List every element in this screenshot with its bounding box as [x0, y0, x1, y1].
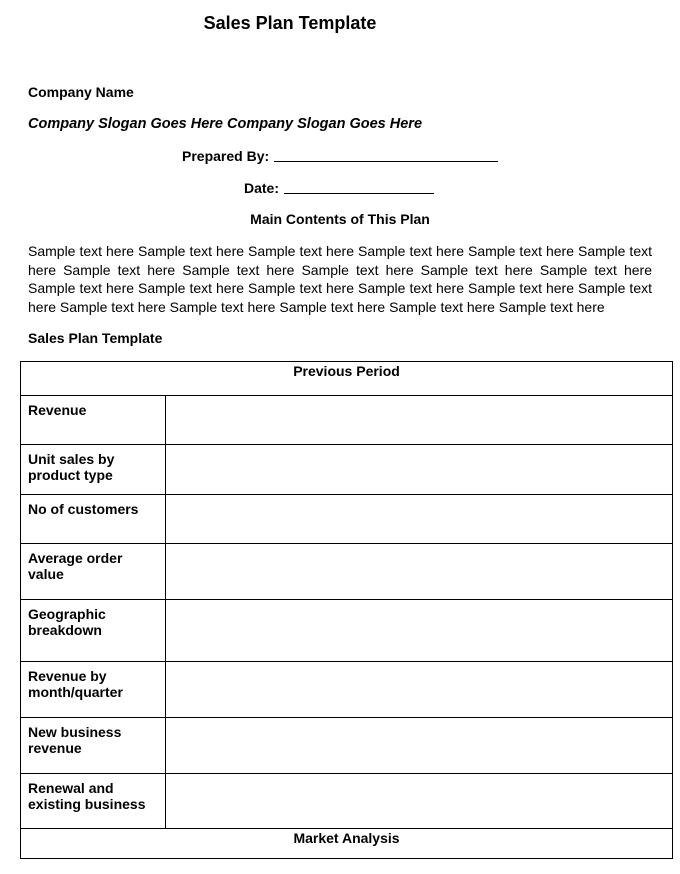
- prepared-by-blank-line: [274, 147, 498, 162]
- table-row: [21, 544, 673, 600]
- row-label-geographic: Geographic breakdown: [21, 600, 166, 662]
- row-label-customers: No of customers: [21, 495, 166, 544]
- row-label-revenue-by-period: Revenue by month/quarter: [21, 662, 166, 718]
- main-contents-heading: Main Contents of This Plan: [250, 211, 430, 227]
- date-field: [244, 179, 434, 196]
- table-row: [21, 662, 673, 718]
- table-row: [21, 495, 673, 544]
- table-section-title: Sales Plan Template: [28, 330, 163, 346]
- market-analysis-header: Market Analysis: [21, 829, 673, 859]
- table-footer-row: [21, 829, 673, 859]
- row-label-unit-sales: Unit sales by product type: [21, 445, 166, 495]
- row-label-average-order: Average order value: [21, 544, 166, 600]
- company-slogan: Company Slogan Goes Here Company Slogan Goes Here: [28, 116, 423, 132]
- prepared-by-label: Prepared By:: [182, 148, 270, 164]
- table-row: [21, 445, 673, 495]
- previous-period-header: Previous Period: [21, 362, 673, 396]
- row-label-new-business: New business revenue: [21, 718, 166, 774]
- table-row: [21, 774, 673, 829]
- row-value-cell: [166, 600, 673, 662]
- prepared-by-field: [182, 147, 498, 164]
- date-blank-line: [284, 179, 434, 194]
- sales-plan-table: [20, 361, 673, 859]
- body-paragraph: Sample text here Sample text here Sample text here Sample text here Sample text here Sample text here Sample text here Sample text here Sample text here Sample text here Sample text here Sample text here Sample text here Sample text here Sample text here Sample text here Sample text here Sample text here Sample text here Sample text here Sample text here Sample text here: [28, 243, 652, 315]
- date-label: Date:: [244, 180, 280, 196]
- document-title: Sales Plan Template: [203, 13, 377, 33]
- row-value-cell: [166, 662, 673, 718]
- row-label-revenue: Revenue: [21, 396, 166, 445]
- table-header-row: [21, 362, 673, 396]
- row-value-cell: [166, 718, 673, 774]
- row-value-cell: [166, 396, 673, 445]
- table-row: [21, 600, 673, 662]
- row-value-cell: [166, 495, 673, 544]
- table-row: [21, 396, 673, 445]
- row-value-cell: [166, 544, 673, 600]
- row-value-cell: [166, 774, 673, 829]
- row-value-cell: [166, 445, 673, 495]
- row-label-renewal: Renewal and existing business: [21, 774, 166, 829]
- company-name: Company Name: [28, 84, 134, 100]
- table-row: [21, 718, 673, 774]
